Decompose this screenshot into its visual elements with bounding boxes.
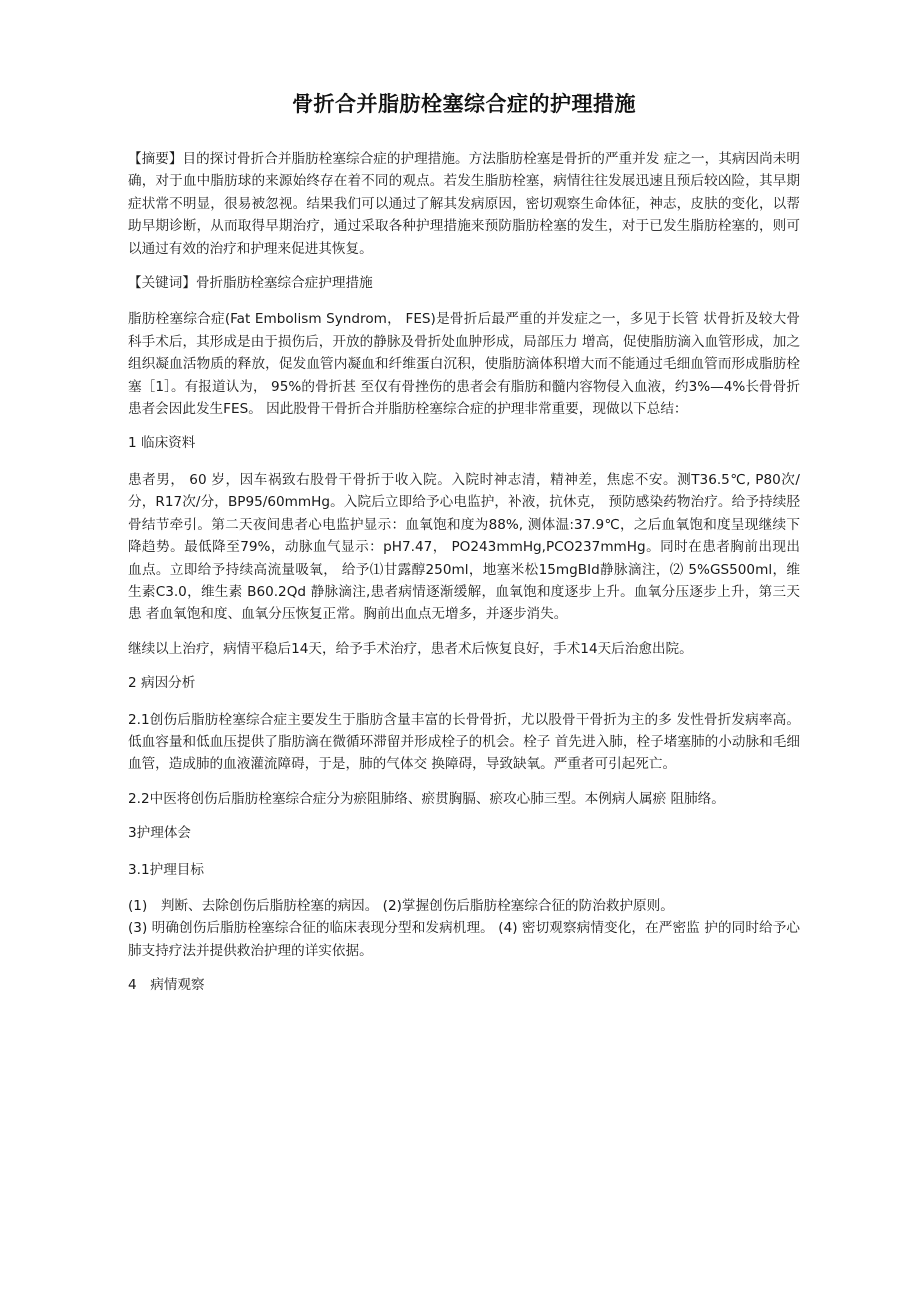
section-3-1-heading: 3.1护理目标 <box>128 861 204 878</box>
intro-paragraph: 脂肪栓塞综合症(Fat Embolism Syndrom， FES)是骨折后最严重的并发症之一，多见于长管 状骨折及较大骨科手术后，其形成是由于损伤后，开放的静脉及骨折处血肿形成，局部压力 增高，促使脂肪滴入血管形成，加之组织凝血活物质的释放，促发血管内凝血和纤维蛋白沉积，使脂肪滴体积增大而不能通过毛细血管而形成脂肪栓塞［1］。有报道认为， 95%的骨折甚 至仅有骨挫伤的患者会有脂肪和髓内容物侵入血液，约3%—4%长骨骨折患者会因此发生FES。 因此股骨干骨折合并脂肪栓塞综合症的护理非常重要，现做以下总结： <box>128 311 800 418</box>
case-report-paragraph: 患者男， 60 岁，因车祸致右股骨干骨折于收入院。入院时神志清，精神差，焦虑不安。测T36.5℃, P80次/分，R17次/分，BP95/60mmHg。入院后立即给予心电监护，补液，抗休克， 预防感染药物治疗。给予持续胫骨结节牵引。第二天夜间患者心电监护显示：血氧饱和度为88%, 测体温:37.9℃，之后血氧饱和度呈现继续下降趋势。最低降至79%，动脉血气显示：pH7.47， PO243mmHg,PCO237mmHg。同时在患者胸前出现出血点。立即给予持续高流量吸氧， 给予⑴甘露醇250ml，地塞米松15mgBId静脉滴注，⑵ 5%GS500ml，维生素C3.0，维生素 B60.2Qd 静脉滴注,患者病情逐渐缓解，血氧饱和度逐步上升。血氧分压逐步上升，第三天患 者血氧饱和度、血氧分压恢复正常。胸前出血点无增多，并逐步消失。 <box>128 471 800 623</box>
abstract-paragraph: 【摘要】目的探讨骨折合并脂肪栓塞综合症的护理措施。方法脂肪栓塞是骨折的严重并发 症之一，其病因尚未明确，对于血中脂肪球的来源始终存在着不同的观点。若发生脂肪栓塞，病情往往发展迅速且预后较凶险，其早期症状常不明显，很易被忽视。结果我们可以通过了解其发病原因，密切观察生命体征，神志，皮肤的变化，以帮助早期诊断，从而取得早期治疗，通过采取各种护理措施来预防脂肪栓塞的发生，对于已发生脂肪栓塞的，则可以通过有效的治疗和护理来促进其恢复。 <box>128 151 800 257</box>
section-3-heading: 3护理体会 <box>128 825 192 842</box>
keywords-line: 【关键词】骨折脂肪栓塞综合症护理措施 <box>128 275 373 292</box>
nursing-goals-line-1: (1) 判断、去除创伤后脂肪栓塞的病因。 (2)掌握创伤后脂肪栓塞综合征的防治救护原则。 <box>128 897 674 914</box>
etiology-paragraph-2-2: 2.2中医将创伤后脂肪栓塞综合症分为瘀阻肺络、瘀贯胸膈、瘀攻心肺三型。本例病人属瘀 阻肺络。 <box>128 790 725 807</box>
document-title: 骨折合并脂肪栓塞综合症的护理措施 <box>292 92 636 116</box>
section-2-heading: 2 病因分析 <box>128 675 196 692</box>
section-1-heading: 1 临床资料 <box>128 435 196 452</box>
followup-paragraph: 继续以上治疗，病情平稳后14天，给予手术治疗，患者术后恢复良好，手术14天后治愈出院。 <box>128 640 693 657</box>
etiology-paragraph-2-1: 2.1创伤后脂肪栓塞综合症主要发生于脂肪含量丰富的长骨骨折，尤以股骨干骨折为主的多 发性骨折发病率高。低血容量和低血压提供了脂肪滴在微循环滞留并形成栓子的机会。栓子 首先进入肺，栓子堵塞肺的小动脉和毛细血管，造成肺的血液灌流障碍，于是，肺的气体交 换障碍，导致缺氧。严重者可引起死亡。 <box>128 711 800 773</box>
nursing-goals-line-2: (3) 明确创伤后脂肪栓塞综合征的临床表现分型和发病机理。 (4) 密切观察病情变化，在严密监 护的同时给予心肺支持疗法并提供救治护理的详实依据。 <box>128 920 800 959</box>
section-4-heading: 4 病情观察 <box>128 977 205 994</box>
